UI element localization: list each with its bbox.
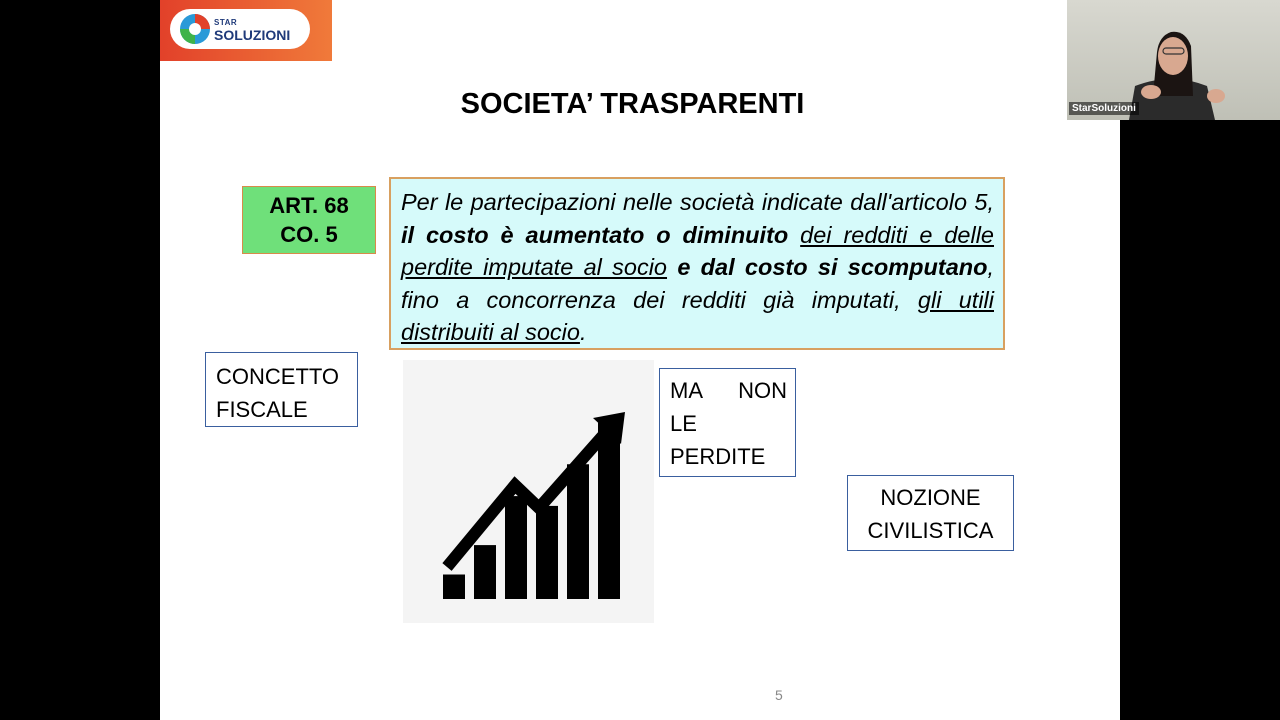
quote-underline-1: dei redditi e delle perdite imputate al socio (401, 221, 994, 280)
quote-underline-2: gli utili distribuiti al socio (401, 286, 994, 345)
logo-brand-text: SOLUZIONI (214, 27, 291, 43)
slide-page-number: 5 (775, 687, 783, 703)
non-word: NON (738, 378, 787, 403)
webcam-tile[interactable] (1067, 0, 1280, 120)
article-reference-box (242, 186, 376, 254)
quote-text-4: , fino a concorrenza dei redditi già imputati, (401, 254, 994, 313)
ma-word: MA (670, 378, 703, 403)
perdite-line: PERDITE (670, 444, 766, 469)
concetto-line-1: CONCETTO (216, 364, 340, 389)
nozione-line-1: NOZIONE (880, 485, 981, 510)
article-line-2: CO. 5 (280, 222, 338, 247)
quote-text-3 (667, 254, 677, 280)
ma-non-line (670, 374, 787, 407)
ma-non-le-perdite-box (659, 368, 796, 477)
growth-chart-image (403, 360, 654, 623)
participant-name-label: StarSoluzioni (1069, 102, 1139, 115)
quote-text-2 (788, 222, 800, 248)
law-quote-box (389, 177, 1005, 350)
chart-icon-bar (598, 423, 620, 599)
concetto-line-2: FISCALE (216, 397, 308, 422)
logo-banner (160, 0, 332, 61)
presentation-slide (160, 0, 1120, 720)
article-line-1: ART. 68 (269, 193, 349, 218)
quote-bold-1: il costo è aumentato o diminuito (401, 221, 789, 248)
chart-icon-bar (505, 496, 527, 599)
quote-text-1: Per le partecipazioni nelle società indicate dall'articolo 5, (401, 189, 994, 215)
quote-bold-2: e dal costo si scomputano (677, 254, 988, 280)
growth-chart-icon (403, 360, 654, 623)
le-line: LE (670, 411, 697, 436)
nozione-line-2: CIVILISTICA (867, 518, 994, 543)
star-swirl-icon (178, 11, 212, 47)
chart-icon-bar (474, 545, 496, 599)
chart-icon-bar (567, 464, 589, 599)
logo (170, 9, 310, 49)
chart-icon-bar (536, 506, 558, 599)
quote-text-5: . (579, 319, 587, 345)
chart-icon-bar (443, 575, 465, 600)
slide-title: SOCIETA’ TRASPARENTI (460, 88, 805, 120)
concetto-fiscale-box (205, 352, 358, 427)
nozione-civilistica-box (847, 475, 1014, 551)
logo-top-text: STAR (214, 18, 238, 27)
